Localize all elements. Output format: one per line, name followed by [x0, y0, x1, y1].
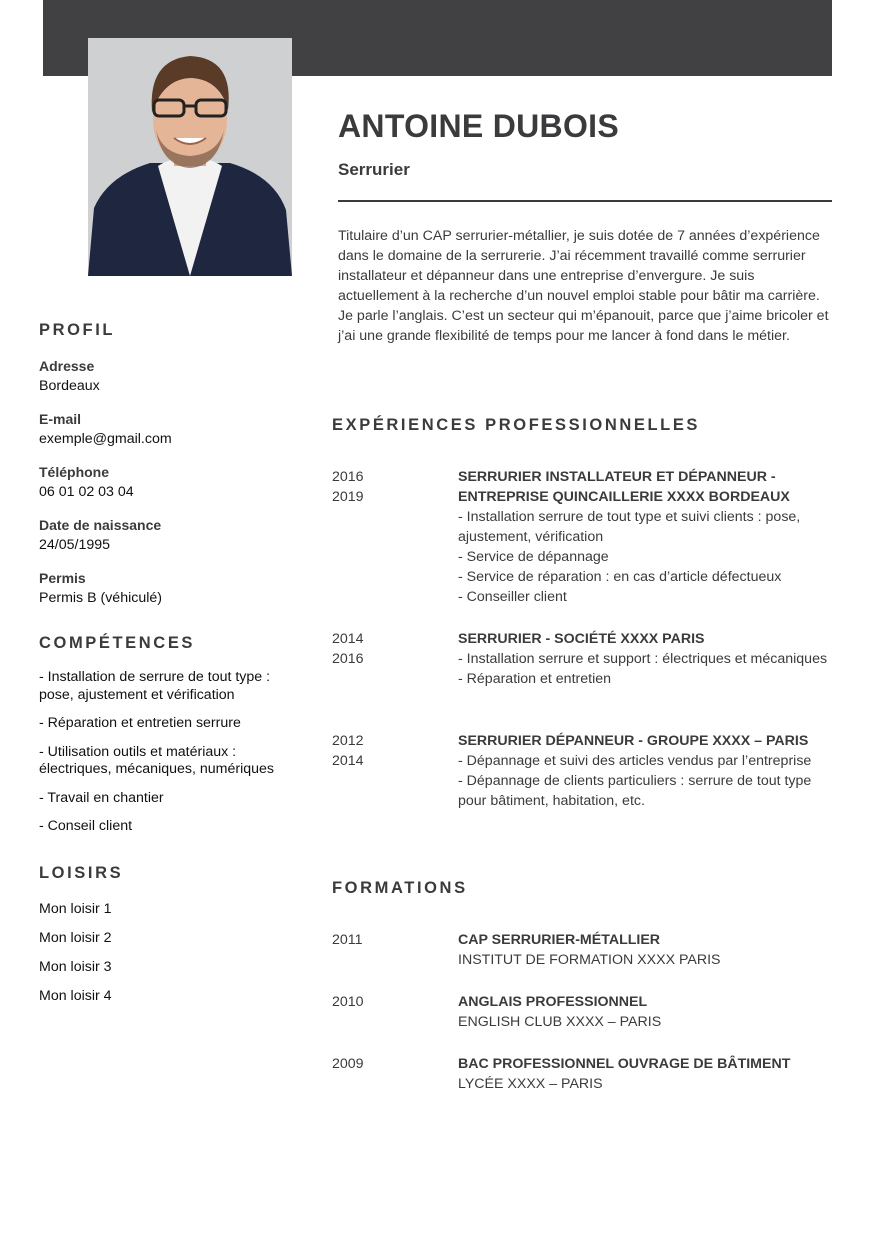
field-label: Téléphone: [39, 464, 110, 480]
education-school: INSTITUT DE FORMATION XXXX PARIS: [458, 952, 721, 968]
field-value: 06 01 02 03 04: [39, 484, 134, 500]
education-body: [458, 930, 836, 970]
field-value: Permis B (véhiculé): [39, 590, 162, 606]
education-body: [458, 992, 836, 1032]
experience-years: [332, 629, 442, 669]
hobby-item: Mon loisir 2: [39, 929, 112, 946]
profile-field-birthdate: [39, 515, 279, 555]
experience-task: - Conseiller client: [458, 589, 567, 605]
field-value: exemple@gmail.com: [39, 431, 172, 447]
skill-item: - Réparation et entretien serrure: [39, 715, 241, 731]
profile-field-phone: [39, 462, 279, 502]
hobby-item: Mon loisir 1: [39, 900, 112, 917]
job-title: Serrurier: [338, 160, 410, 179]
experience-role: SERRURIER INSTALLATEUR ET DÉPANNEUR - ENTREPRISE QUINCAILLERIE XXXX BORDEAUX: [458, 469, 790, 505]
experience-role: SERRURIER DÉPANNEUR - GROUPE XXXX – PARIS: [458, 733, 809, 749]
profile-field-license: [39, 568, 279, 608]
profile-section-title: PROFIL: [39, 321, 116, 339]
year-end: 2019: [332, 489, 364, 505]
experience-task: - Réparation et entretien: [458, 671, 612, 687]
field-label: Adresse: [39, 358, 95, 374]
experience-section-title: EXPÉRIENCES PROFESSIONNELLES: [332, 416, 701, 434]
experience-role: SERRURIER - SOCIÉTÉ XXXX PARIS: [458, 631, 705, 647]
education-year: 2009: [332, 1056, 364, 1072]
education-degree: ANGLAIS PROFESSIONNEL: [458, 994, 648, 1010]
skill-item: - Conseil client: [39, 818, 133, 834]
experience-years: [332, 467, 442, 507]
skills-section-title: COMPÉTENCES: [39, 634, 196, 652]
experience-task: - Service de dépannage: [458, 549, 609, 565]
experience-task: - Installation serrure et support : électriques et mécaniques: [458, 651, 828, 667]
field-label: E-mail: [39, 411, 82, 427]
profile-field-email: [39, 409, 279, 449]
hobby-item: Mon loisir 3: [39, 958, 112, 975]
experience-body: [458, 629, 836, 689]
hobbies-section-title: LOISIRS: [39, 863, 124, 882]
year-end: 2014: [332, 753, 364, 769]
education-school: ENGLISH CLUB XXXX – PARIS: [458, 1014, 662, 1030]
education-school: LYCÉE XXXX – PARIS: [458, 1076, 603, 1092]
experience-years: [332, 731, 442, 771]
education-degree: CAP SERRURIER-MÉTALLIER: [458, 932, 661, 948]
experience-body: [458, 467, 836, 607]
skill-item: - Utilisation outils et matériaux : électriques, mécaniques, numériques: [39, 743, 275, 777]
year-start: 2012: [332, 733, 364, 749]
year-start: 2014: [332, 631, 364, 647]
field-value: Bordeaux: [39, 378, 100, 394]
field-label: Permis: [39, 570, 86, 586]
experience-task: - Dépannage de clients particuliers : serrure de tout type pour bâtiment, habitation, etc.: [458, 773, 812, 809]
education-year: 2011: [332, 932, 363, 948]
field-value: 24/05/1995: [39, 537, 111, 553]
field-label: Date de naissance: [39, 517, 162, 533]
profile-summary: Titulaire d’un CAP serrurier-métallier, je suis dotée de 7 années d’expérience dans le domaine de la serrurerie. J’ai récemment travaillé comme serrurier installateur et dépanneur dans une entreprise d’envergure. Je suis actuellement à la recherche d’un nouvel emploi stable pour bâtir ma carrière. Je parle l’anglais. C’est un secteur qui m’épanouit, parce que j’aime bricoler et j’ai une grande flexibilité de temps pour me lancer à fond dans le métier.: [338, 228, 829, 344]
education-section-title: FORMATIONS: [332, 879, 468, 897]
skills-section: [39, 634, 279, 836]
experience-task: - Installation serrure de tout type et suivi clients : pose, ajustement, vérification: [458, 509, 801, 545]
candidate-name: ANTOINE DUBOIS: [338, 108, 619, 144]
skill-item: - Installation de serrure de tout type : pose, ajustement et vérification: [39, 669, 271, 703]
left-column: [39, 321, 279, 1015]
year-start: 2016: [332, 469, 364, 485]
education-body: [458, 1054, 836, 1094]
experience-body: [458, 731, 836, 811]
hobbies-section: [39, 864, 279, 1006]
skill-item: - Travail en chantier: [39, 789, 164, 806]
profile-field-address: [39, 356, 279, 396]
title-divider: [338, 200, 832, 202]
experience-task: - Service de réparation : en cas d’article défectueux: [458, 569, 782, 585]
education-degree: BAC PROFESSIONNEL OUVRAGE DE BÂTIMENT: [458, 1056, 791, 1072]
year-end: 2016: [332, 651, 364, 667]
hobby-item: Mon loisir 4: [39, 987, 112, 1004]
profile-photo: [88, 38, 292, 276]
education-year: 2010: [332, 994, 364, 1010]
experience-task: - Dépannage et suivi des articles vendus par l’entreprise: [458, 753, 812, 769]
